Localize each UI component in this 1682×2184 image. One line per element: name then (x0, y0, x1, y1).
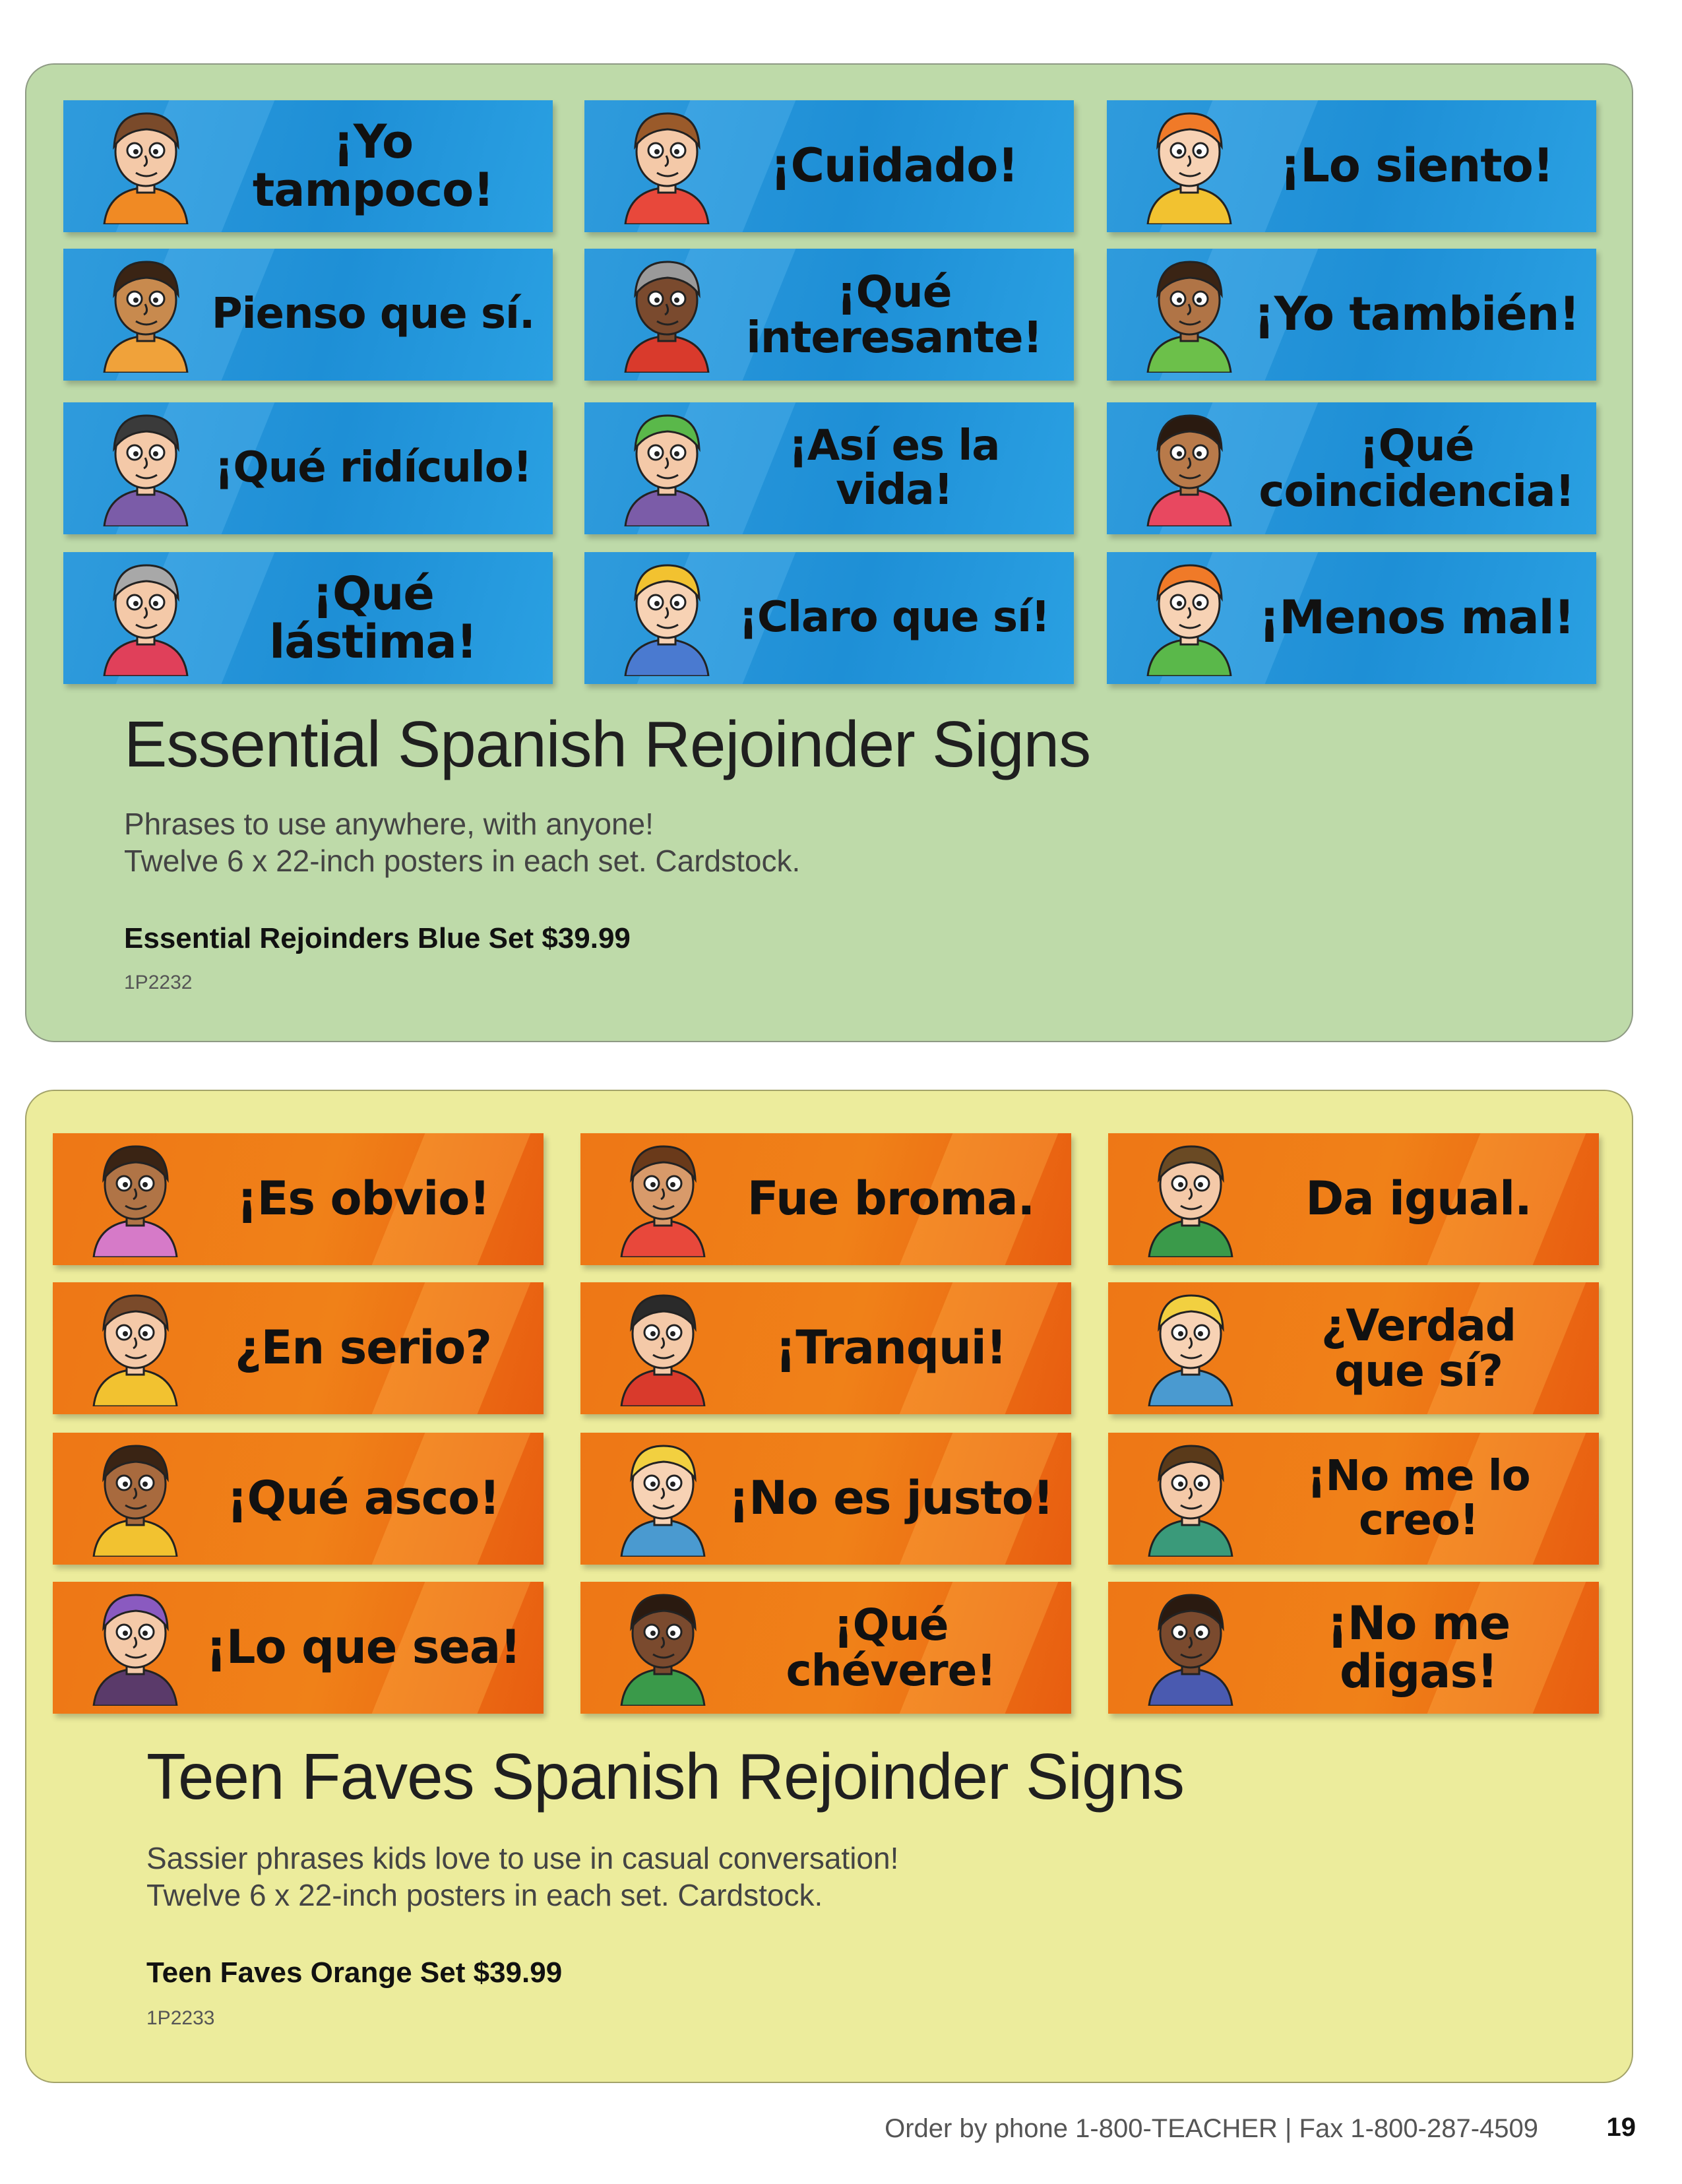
character-illustration (1135, 1586, 1247, 1706)
sign-tranqui (580, 1282, 1071, 1414)
character-illustration (90, 104, 202, 224)
character-illustration (90, 406, 202, 526)
character-illustration (611, 104, 723, 224)
sign-yo-tampoco (63, 100, 553, 232)
sign-phrase: Fue broma. (747, 1171, 1035, 1226)
character-illustration (607, 1286, 719, 1406)
essential-price: Essential Rejoinders Blue Set $39.99 (124, 922, 631, 954)
sign-es-obvio (53, 1133, 544, 1265)
character-illustration (1133, 104, 1245, 224)
sign-no-me-lo-creo (1108, 1433, 1599, 1565)
character-illustration (79, 1586, 191, 1706)
sign-en-serio (53, 1282, 544, 1414)
teen-price: Teen Faves Orange Set $39.99 (146, 1956, 563, 1989)
sign-phrase: ¡Menos mal! (1259, 590, 1574, 645)
character-illustration (1133, 556, 1245, 676)
sign-no-es-justo (580, 1433, 1071, 1565)
sign-lo-que-sea (53, 1582, 544, 1714)
sign-pienso-que-si (63, 249, 553, 381)
character-illustration (90, 253, 202, 373)
sign-phrase: ¡Así es la vida! (788, 421, 1000, 515)
sign-que-asco (53, 1433, 544, 1565)
sign-que-chevere (580, 1582, 1071, 1714)
character-illustration (607, 1586, 719, 1706)
character-illustration (611, 406, 723, 526)
character-illustration (611, 253, 723, 373)
sign-phrase: ¡Yo también! (1253, 287, 1580, 342)
sign-phrase: ¡Qué ridículo! (214, 443, 532, 493)
character-illustration (79, 1137, 191, 1257)
essential-description-line-2: Twelve 6 x 22-inch posters in each set. Cardstock. (124, 844, 801, 878)
character-illustration (607, 1437, 719, 1557)
sign-phrase: ¡Claro que sí! (738, 593, 1050, 642)
sign-phrase: ¡No me lo creo! (1307, 1451, 1530, 1545)
sign-phrase: ¡Lo siento! (1280, 139, 1553, 193)
sign-phrase: ¡No es justo! (728, 1471, 1053, 1526)
teen-section-title: Teen Faves Spanish Rejoinder Signs (146, 1740, 1185, 1813)
sign-phrase: ¡Qué interesante! (746, 266, 1042, 363)
essential-description-line-1: Phrases to use anywhere, with anyone! (124, 807, 654, 841)
character-illustration (1133, 253, 1245, 373)
sign-cuidado (584, 100, 1074, 232)
character-illustration (1133, 406, 1245, 526)
teen-description-line-1: Sassier phrases kids love to use in casual conversation! (146, 1841, 899, 1875)
sign-no-me-digas (1108, 1582, 1599, 1714)
sign-que-ridiculo (63, 402, 553, 534)
essential-sku: 1P2232 (124, 972, 193, 993)
sign-que-lastima (63, 552, 553, 684)
page-number: 19 (1606, 2113, 1636, 2142)
sign-claro-que-si (584, 552, 1074, 684)
sign-phrase: ¡Es obvio! (236, 1171, 490, 1226)
sign-phrase: ¡No me digas! (1326, 1596, 1511, 1699)
sign-phrase: ¡Yo tampoco! (252, 114, 494, 217)
sign-verdad-que-si (1108, 1282, 1599, 1414)
teen-description-line-2: Twelve 6 x 22-inch posters in each set. Cardstock. (146, 1878, 823, 1912)
character-illustration (90, 556, 202, 676)
character-illustration (1135, 1437, 1247, 1557)
sign-phrase: Pienso que sí. (211, 290, 535, 339)
sign-da-igual (1108, 1133, 1599, 1265)
sign-phrase: Da igual. (1305, 1171, 1532, 1226)
sign-phrase: ¡Lo que sea! (205, 1620, 521, 1675)
character-illustration (611, 556, 723, 676)
sign-asi-es-la-vida (584, 402, 1074, 534)
character-illustration (1135, 1286, 1247, 1406)
character-illustration (79, 1286, 191, 1406)
sign-phrase: ¡Cuidado! (770, 139, 1018, 193)
sign-yo-tambien (1107, 249, 1596, 381)
sign-phrase: ¡Qué coincidencia! (1259, 420, 1574, 516)
character-illustration (79, 1437, 191, 1557)
sign-que-interesante (584, 249, 1074, 381)
sign-menos-mal (1107, 552, 1596, 684)
sign-lo-siento (1107, 100, 1596, 232)
sign-fue-broma (580, 1133, 1071, 1265)
sign-phrase: ¡Qué lástima! (269, 566, 477, 669)
character-illustration (1135, 1137, 1247, 1257)
sign-phrase: ¡Qué asco! (226, 1471, 500, 1526)
character-illustration (607, 1137, 719, 1257)
order-contact-info: Order by phone 1-800-TEACHER | Fax 1-800-287-4509 (885, 2114, 1538, 2143)
essential-section-title: Essential Spanish Rejoinder Signs (124, 708, 1091, 780)
sign-phrase: ¿Verdad que sí? (1321, 1299, 1516, 1396)
sign-phrase: ¡Tranqui! (775, 1321, 1007, 1375)
sign-phrase: ¡Qué chévere! (786, 1599, 996, 1696)
sign-que-coincidencia (1107, 402, 1596, 534)
teen-sku: 1P2233 (146, 2007, 215, 2029)
sign-phrase: ¿En serio? (235, 1321, 491, 1375)
